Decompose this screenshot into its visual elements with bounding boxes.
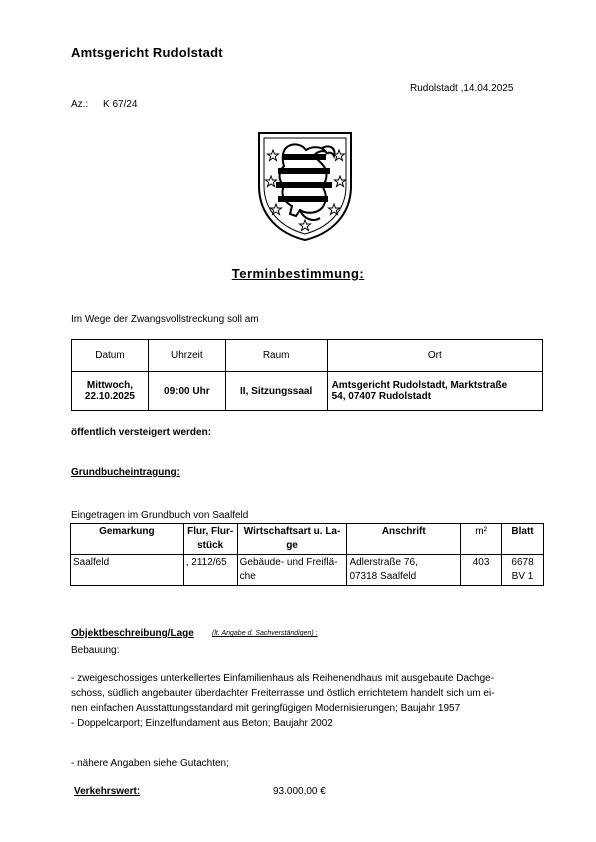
appointment-table <box>71 339 543 411</box>
court-name: Amtsgericht Rudolstadt <box>71 45 223 60</box>
header-cell <box>183 524 237 555</box>
description-line: schoss, südlich angebauter überdachter Freiterrasse und östlich errichtetem handelt sich um ei- <box>71 688 495 699</box>
header-line: stück <box>197 540 224 551</box>
cell-wirtschaftsart <box>237 555 347 586</box>
land-register-intro: Eingetragen im Grundbuch von Saalfeld <box>71 510 249 521</box>
appointment-room: II, Sitzungssaal <box>225 372 327 411</box>
land-register-table <box>70 523 544 586</box>
object-note: (lt. Angabe d. Sachverständigen) : <box>212 630 318 637</box>
land-register-heading: Grundbucheintragung: <box>71 467 180 478</box>
cell-line: Adlerstraße 76, <box>349 557 418 568</box>
cell-line: che <box>239 571 256 582</box>
place-date: Rudolstadt ,14.04.2025 <box>410 83 514 94</box>
market-value-amount: 93.000,00 € <box>273 786 326 797</box>
header-line: Wirtschaftsart u. La- <box>243 526 341 537</box>
file-number-value: K 67/24 <box>103 99 138 110</box>
header-cell: Uhrzeit <box>148 340 225 372</box>
table-row <box>71 555 544 586</box>
header-line: Flur, Flur- <box>187 526 234 537</box>
more-info: - nähere Angaben siehe Gutachten; <box>71 758 229 769</box>
header-cell: Gemarkung <box>71 524 184 555</box>
cell-flur: , 2112/65 <box>183 555 237 586</box>
description-line: - Doppelcarport; Einzelfundament aus Beton; Baujahr 2002 <box>71 718 333 729</box>
date-value: 22.10.2025 <box>84 391 135 402</box>
thuringia-coat-of-arms-icon <box>256 130 354 242</box>
market-value-label: Verkehrswert: <box>74 786 141 797</box>
date-weekday: Mittwoch, <box>86 380 133 391</box>
page-title: Terminbestimmung: <box>231 266 365 281</box>
place-line: Amtsgericht Rudolstadt, Marktstraße <box>331 380 508 391</box>
header-cell: Blatt <box>502 524 544 555</box>
cell-blatt <box>502 555 544 586</box>
object-description <box>71 671 543 731</box>
header-line: ge <box>286 540 298 551</box>
auction-statement: öffentlich versteigert werden: <box>71 427 212 438</box>
header-cell: Ort <box>327 340 542 372</box>
header-cell: Anschrift <box>347 524 461 555</box>
appointment-row <box>72 372 543 411</box>
appointment-date <box>72 372 149 411</box>
object-heading: Objektbeschreibung/Lage <box>71 628 194 639</box>
cell-gemarkung: Saalfeld <box>71 555 184 586</box>
header-cell: Raum <box>225 340 327 372</box>
cell-line: 07318 Saalfeld <box>349 571 417 582</box>
description-line: - zweigeschossiges unterkellertes Einfamilienhaus als Reihenendhaus mit ausgebaute Dachge- <box>71 673 495 684</box>
place-line: 54, 07407 Rudolstadt <box>331 391 432 402</box>
appointment-time: 09:00 Uhr <box>148 372 225 411</box>
header-cell: Datum <box>72 340 149 372</box>
cell-anschrift <box>347 555 461 586</box>
intro-text: Im Wege der Zwangsvollstreckung soll am <box>71 314 259 325</box>
cell-line: Gebäude- und Freiflä- <box>239 557 338 568</box>
description-line: nen einfachen Ausstattungsstandard mit geringfügigen Modernisierungen; Baujahr 1957 <box>71 703 461 714</box>
header-cell: m² <box>461 524 502 555</box>
cell-line: BV 1 <box>511 571 534 582</box>
appointment-place <box>327 372 542 411</box>
bebauung-label: Bebauung: <box>71 645 120 656</box>
land-register-header-row <box>71 524 544 555</box>
cell-line: 6678 <box>511 557 534 568</box>
appointment-header-row <box>72 340 543 372</box>
file-number-label: Az.: <box>71 99 89 110</box>
header-cell <box>237 524 347 555</box>
cell-area: 403 <box>461 555 502 586</box>
